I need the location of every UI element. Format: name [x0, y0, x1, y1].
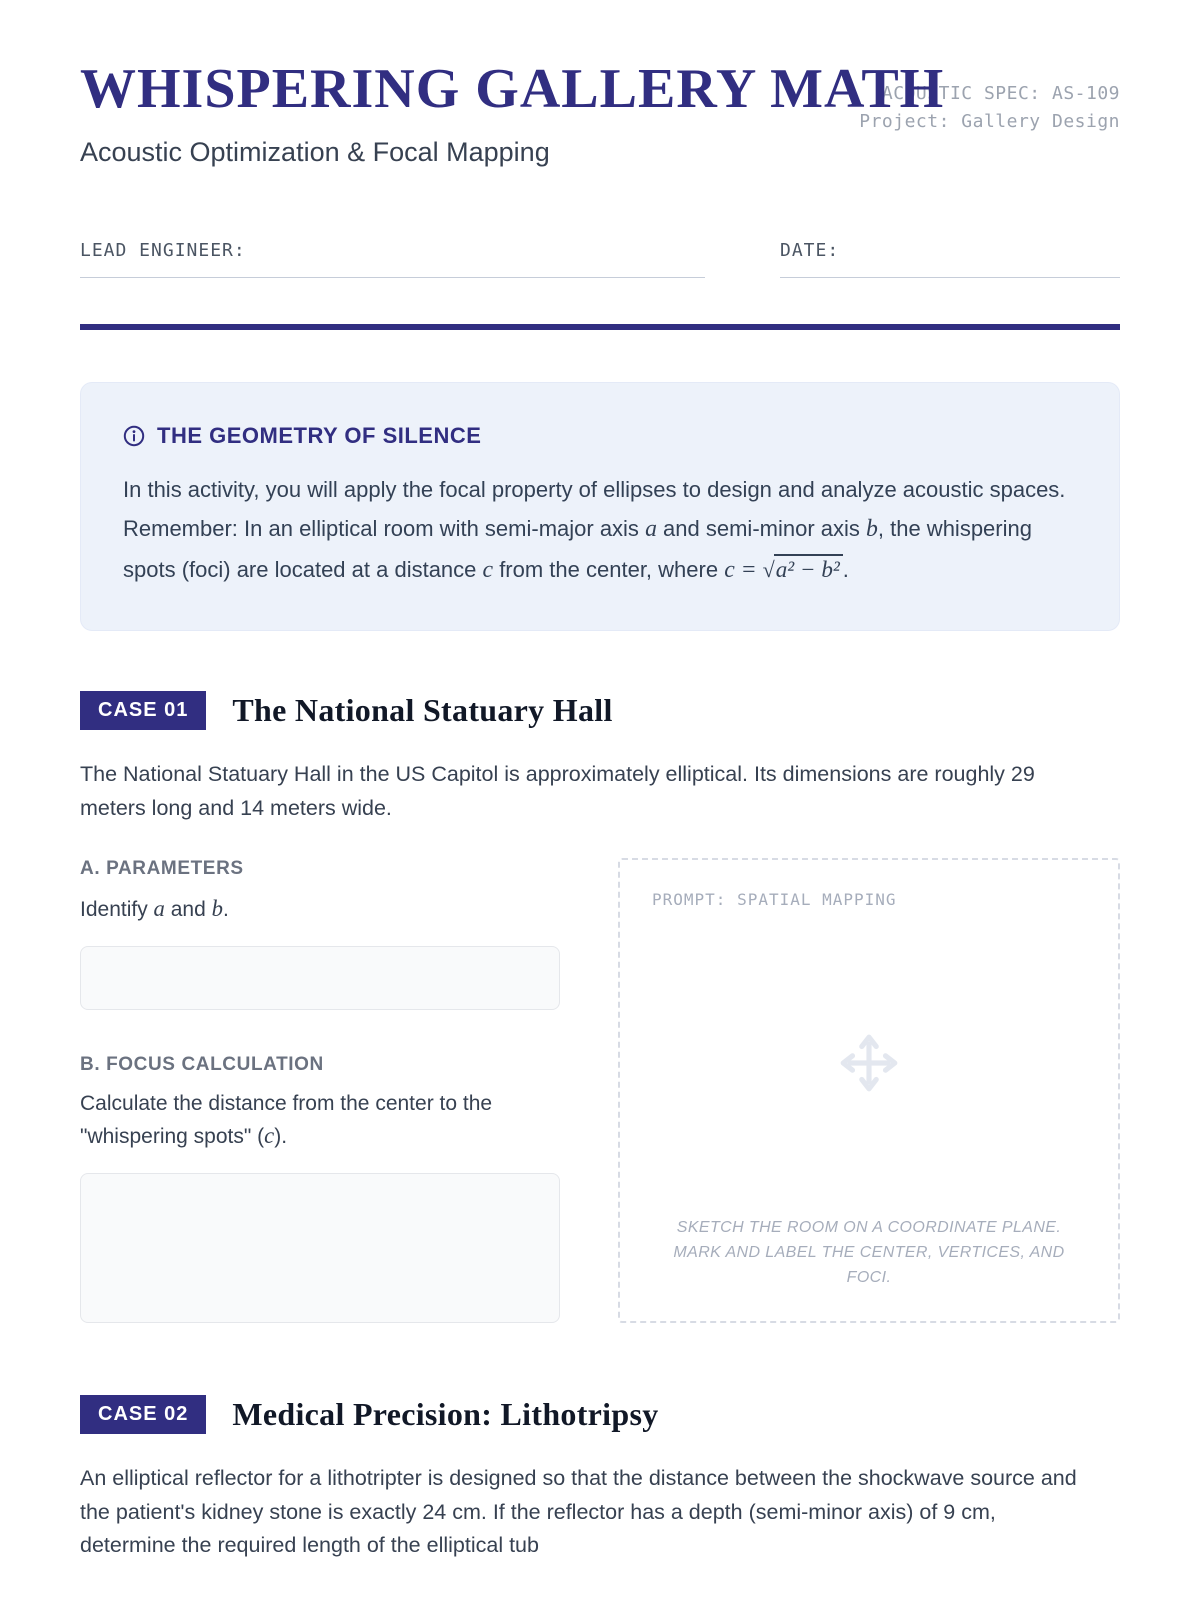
section-a-answer-box[interactable]: [80, 946, 560, 1010]
lead-engineer-field[interactable]: [80, 240, 705, 278]
section-a-heading: A. PARAMETERS: [80, 858, 244, 880]
header-divider: [80, 324, 1120, 330]
text-fragment: Calculate the distance from the center to the "whispering spots" (: [80, 1092, 493, 1148]
math-var-a: a: [645, 515, 657, 542]
case-02-title: Medical Precision: Lithotripsy: [232, 1395, 659, 1432]
text-fragment: from the center, where: [493, 556, 725, 582]
case-01-work-area: [80, 858, 1120, 1322]
formula-lhs: c =: [724, 556, 763, 583]
intro-body: [123, 471, 1077, 591]
text-fragment: , the whispering spots (foci) are located at a distance: [123, 515, 1032, 582]
lead-engineer-label: LEAD ENGINEER:: [80, 239, 246, 261]
case-01-description: The National Statuary Hall in the US Capitol is approximately elliptical. Its dimensions are roughly 29 meters long and 14 meters wide.: [80, 762, 1035, 821]
math-var-b: b: [866, 515, 878, 542]
section-b-prompt: [80, 1089, 560, 1152]
case-01-left-column: [80, 858, 560, 1322]
case-02-badge: CASE 02: [80, 1395, 206, 1434]
text-fragment: In this activity, you will apply the focal property of ellipses to design and analyze acoustic spaces. Remember: In an elliptical room with semi-major axis: [123, 476, 1066, 541]
case-01-title: The National Statuary Hall: [232, 692, 613, 729]
text-fragment: ).: [274, 1124, 288, 1148]
page-title: WHISPERING GALLERY MATH: [80, 58, 945, 120]
text-fragment: Identify: [80, 898, 154, 922]
sketch-area[interactable]: [618, 858, 1120, 1322]
spec-line-2: Project: Gallery Design: [859, 110, 1120, 132]
move-arrows-icon: [836, 1030, 902, 1096]
date-field[interactable]: [780, 240, 1120, 278]
sqrt-symbol: √: [762, 556, 775, 582]
case-01-section: [80, 691, 1120, 1322]
sketch-caption: SKETCH THE ROOM ON A COORDINATE PLANE. MARK AND LABEL THE CENTER, VERTICES, AND FOCI.: [673, 1219, 1065, 1286]
date-label: DATE:: [780, 239, 840, 261]
sketch-label: PROMPT: SPATIAL MAPPING: [652, 890, 897, 910]
section-b-answer-box[interactable]: [80, 1173, 560, 1323]
section-b: [80, 1054, 560, 1322]
case-01-heading-row: [80, 691, 1120, 730]
intro-heading-row: [123, 423, 1077, 449]
text-fragment: and: [164, 898, 212, 922]
sketch-icon-wrap: [652, 909, 1086, 1216]
intro-callout: [80, 382, 1120, 632]
math-var-c: c: [264, 1122, 275, 1148]
formula-radicand: a² − b²: [774, 554, 843, 582]
section-b-heading: B. FOCUS CALCULATION: [80, 1054, 324, 1076]
spec-line-1: ACOUSTIC SPEC: AS-109: [881, 83, 1120, 104]
page-subtitle: Acoustic Optimization & Focal Mapping: [80, 136, 550, 167]
case-02-heading-row: [80, 1395, 1120, 1434]
text-fragment: .: [842, 556, 849, 582]
case-02-description: An elliptical reflector for a lithotripter is designed so that the distance between the shockwave source and the patient's kidney stone is exactly 24 cm. If the reflector has a depth (semi-minor axis) of 9 cm, determine the required length of the elliptical tub: [80, 1465, 1077, 1558]
text-fragment: .: [222, 898, 229, 922]
text-fragment: and semi-minor axis: [656, 515, 867, 541]
intro-heading: THE GEOMETRY OF SILENCE: [157, 422, 482, 448]
section-a-prompt: [80, 893, 560, 926]
math-var-c: c: [482, 556, 494, 583]
section-a: [80, 858, 560, 1010]
case-01-badge: CASE 01: [80, 691, 206, 730]
case-02-section: [80, 1395, 1120, 1564]
info-icon: [123, 425, 145, 447]
math-var-b: b: [211, 896, 223, 922]
header: [80, 60, 1120, 330]
header-fields: [80, 240, 1120, 278]
math-var-a: a: [153, 896, 165, 922]
